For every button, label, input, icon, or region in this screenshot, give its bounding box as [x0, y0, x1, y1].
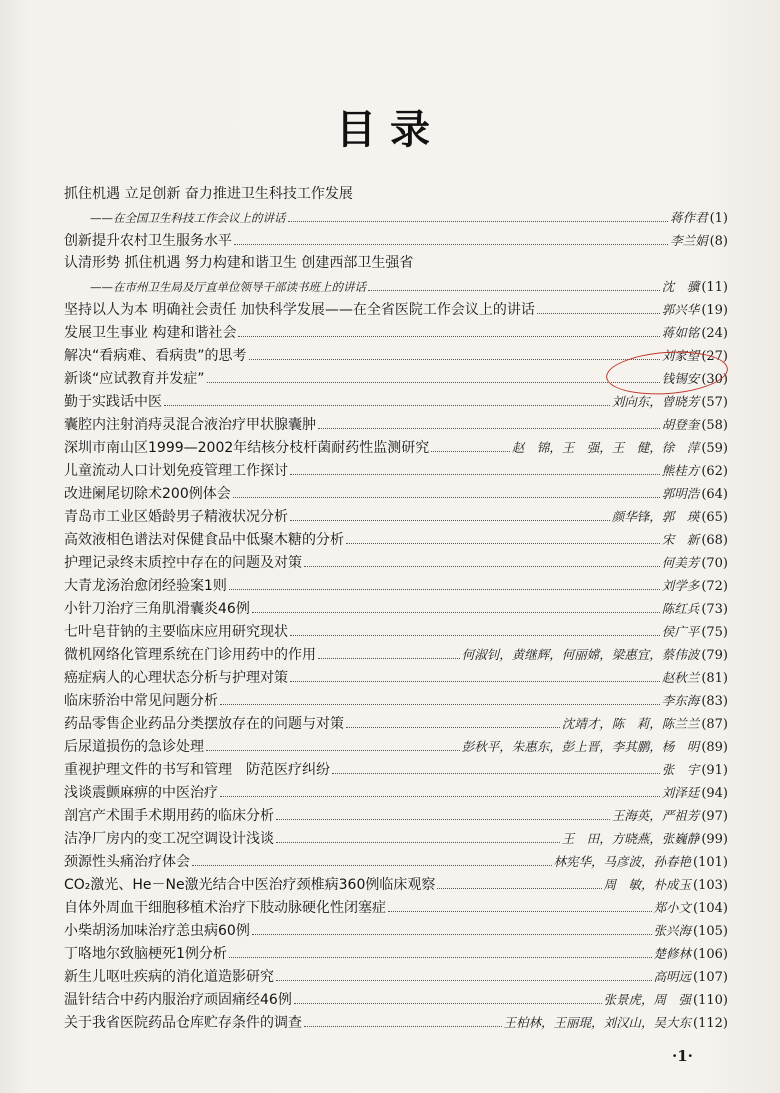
toc-entry-author: 郭兴华 — [661, 302, 700, 317]
toc-entry — [64, 229, 728, 252]
toc-entry-title: 囊腔内注射消痔灵混合液治疗甲状腺囊肿 — [64, 417, 316, 433]
toc-entry — [64, 896, 728, 919]
dot-leader — [276, 980, 652, 981]
table-of-contents — [64, 183, 728, 1034]
toc-entry-title: 小柴胡汤加味治疗恙虫病60例 — [64, 923, 250, 939]
page-title: 目录 — [336, 107, 444, 153]
toc-entry-author: 彭秋平，朱惠东，彭上晋，李其鹏，杨 明 — [461, 739, 700, 754]
toc-entry-page: (27) — [701, 349, 728, 364]
toc-entry-author: 李东海 — [661, 693, 700, 708]
toc-entry-author: 王海英，严祖芳 — [611, 808, 700, 823]
dot-leader — [304, 1026, 502, 1027]
toc-entry — [64, 597, 728, 620]
toc-entry-page: (72) — [701, 579, 728, 594]
dot-leader — [238, 336, 659, 337]
dot-leader — [220, 796, 660, 797]
toc-entry-page: (101) — [693, 855, 728, 870]
toc-entry-author: 颜华锋，郭 瑛 — [611, 509, 700, 524]
toc-entry-page: (58) — [701, 418, 728, 433]
dot-leader — [368, 290, 660, 291]
toc-entry-page: (64) — [701, 487, 728, 502]
toc-entry-author: 胡登奎 — [661, 417, 700, 432]
toc-entry — [64, 1011, 728, 1034]
dot-leader — [229, 957, 652, 958]
toc-entry-title: 坚持以人为本 明确社会责任 加快科学发展——在全省医院工作会议上的讲话 — [64, 302, 535, 318]
toc-entry-page: (103) — [693, 878, 728, 893]
toc-entry-page: (110) — [693, 993, 728, 1008]
dot-leader — [290, 681, 660, 682]
dot-leader — [276, 842, 560, 843]
toc-entry-author: 李兰娟 — [670, 233, 708, 248]
toc-entry-page: (73) — [701, 602, 728, 617]
toc-entry-title: 重视护理文件的书写和管理 防范医疗纠纷 — [64, 762, 330, 778]
toc-entry — [64, 275, 728, 298]
toc-entry-page: (59) — [701, 441, 728, 456]
dot-leader — [288, 221, 669, 222]
toc-entry-title: 小针刀治疗三角肌滑囊炎46例 — [64, 601, 250, 617]
toc-entry-title: 临床骄治中常见问题分析 — [64, 693, 218, 709]
dot-leader — [192, 865, 552, 866]
dot-leader — [229, 589, 660, 590]
toc-entry-title: 抓住机遇 立足创新 奋力推进卫生科技工作发展 — [64, 186, 353, 202]
toc-entry-author: 张景虎，周 强 — [603, 992, 692, 1007]
toc-entry — [64, 620, 728, 643]
toc-entry-title: 发展卫生事业 构建和谐社会 — [64, 325, 237, 341]
toc-entry-author: 何淑钊，黄继辉，何丽嫦，梁惠宜，蔡伟波 — [461, 647, 700, 662]
toc-entry — [64, 528, 728, 551]
toc-entry-title: 温针结合中药内服治疗顽固痛经46例 — [64, 992, 292, 1008]
toc-entry-title: 大青龙汤治愈闭经验案1则 — [64, 578, 227, 594]
toc-entry-page: (106) — [693, 947, 728, 962]
toc-entry-title: 勤于实践话中医 — [64, 394, 162, 410]
toc-entry-title: 儿童流动人口计划免疫管理工作探讨 — [64, 463, 288, 479]
toc-entry-page: (91) — [701, 763, 728, 778]
dot-leader — [318, 428, 660, 429]
toc-entry — [64, 298, 728, 321]
toc-entry-author: 何美芳 — [661, 555, 700, 570]
toc-entry — [64, 183, 728, 206]
toc-entry-title: ——在市州卫生局及厅直单位领导干部读书班上的讲话 — [90, 280, 366, 294]
toc-entry-title: 新谈“应试教育并发症” — [64, 371, 205, 387]
dot-leader — [233, 497, 660, 498]
dot-leader — [252, 612, 660, 613]
toc-entry-author: 王 田，方晓燕，张巍静 — [561, 831, 700, 846]
toc-entry-author: 林宪华，马彦波，孙春艳 — [553, 854, 692, 869]
toc-entry-title: 高效液相色谱法对保健食品中低聚木糖的分析 — [64, 532, 344, 548]
toc-entry-title: 认清形势 抓住机遇 努力构建和谐卫生 创建西部卫生强省 — [64, 255, 414, 271]
toc-entry-page: (24) — [701, 326, 728, 341]
toc-entry-author: 刘学多 — [661, 578, 700, 593]
toc-entry-title: 新生儿呕吐疾病的消化道造影研究 — [64, 969, 274, 985]
dot-leader — [220, 704, 660, 705]
toc-entry-author: 侯广平 — [661, 624, 700, 639]
toc-entry-page: (75) — [701, 625, 728, 640]
toc-entry-author: 蒋作君 — [670, 210, 708, 225]
toc-entry-page: (19) — [701, 303, 728, 318]
toc-entry-page: (89) — [701, 740, 728, 755]
toc-entry-author: 楚修林 — [653, 946, 692, 961]
toc-entry-author: 熊桂方 — [661, 463, 700, 478]
toc-entry-author: 刘向东，曾晓芳 — [611, 394, 700, 409]
dot-leader — [537, 313, 660, 314]
toc-entry-page: (1) — [709, 211, 728, 226]
toc-entry-page: (99) — [701, 832, 728, 847]
toc-entry-page: (105) — [693, 924, 728, 939]
toc-entry — [64, 574, 728, 597]
toc-entry-author: 蒋如铭 — [661, 325, 700, 340]
toc-entry-page: (65) — [701, 510, 728, 525]
toc-entry-title: 青岛市工业区婚龄男子精液状况分析 — [64, 509, 288, 525]
dot-leader — [318, 658, 460, 659]
toc-entry-author: 沈 骥 — [661, 279, 700, 294]
toc-entry — [64, 206, 728, 229]
toc-entry-author: 钱锡安 — [661, 371, 700, 386]
toc-entry — [64, 666, 728, 689]
toc-entry-title: 后尿道损伤的急诊处理 — [64, 739, 204, 755]
toc-entry-author: 赵 锦，王 强，王 健，徐 萍 — [511, 440, 700, 455]
toc-entry-page: (107) — [693, 970, 728, 985]
dot-leader — [206, 750, 460, 751]
toc-entry-page: (70) — [701, 556, 728, 571]
toc-entry-page: (68) — [701, 533, 728, 548]
toc-entry-title: CO₂激光、He－Ne激光结合中医治疗颈椎病360例临床观察 — [64, 877, 436, 893]
dot-leader — [304, 566, 660, 567]
page-number: ·1· — [672, 1047, 693, 1065]
toc-entry-author: 刘泽廷 — [661, 785, 700, 800]
toc-entry-page: (104) — [693, 901, 728, 916]
toc-entry-author: 陈红兵 — [661, 601, 700, 616]
toc-entry-title: 深圳市南山区1999—2002年结核分枝杆菌耐药性监测研究 — [64, 440, 430, 456]
toc-entry — [64, 850, 728, 873]
toc-entry-page: (62) — [701, 464, 728, 479]
toc-entry — [64, 873, 728, 896]
toc-entry — [64, 712, 728, 735]
toc-entry-title: 癌症病人的心理状态分析与护理对策 — [64, 670, 288, 686]
toc-entry-title: 创新提升农村卫生服务水平 — [64, 233, 232, 249]
toc-entry — [64, 436, 728, 459]
toc-entry — [64, 689, 728, 712]
toc-entry-title: 七叶皂苷钠的主要临床应用研究现状 — [64, 624, 288, 640]
toc-entry-title: 护理记录终末质控中存在的问题及对策 — [64, 555, 302, 571]
dot-leader — [290, 520, 610, 521]
dot-leader — [276, 819, 610, 820]
dot-leader — [294, 1003, 602, 1004]
toc-entry-title: 微机网络化管理系统在门诊用药中的作用 — [64, 647, 316, 663]
toc-entry-page: (94) — [701, 786, 728, 801]
toc-entry — [64, 459, 728, 482]
toc-entry-title: 改进阑尾切除术200例体会 — [64, 486, 231, 502]
toc-entry-title: 颈源性头痛治疗体会 — [64, 854, 190, 870]
toc-entry-author: 王柏林，王丽琨，刘汉山，吴大东 — [503, 1015, 692, 1030]
toc-entry — [64, 735, 728, 758]
toc-entry-page: (87) — [701, 717, 728, 732]
dot-leader — [164, 405, 610, 406]
toc-entry-page: (83) — [701, 694, 728, 709]
toc-entry-page: (79) — [701, 648, 728, 663]
dot-leader — [346, 727, 560, 728]
dot-leader — [346, 543, 660, 544]
toc-entry-author: 张兴海 — [653, 923, 692, 938]
toc-entry-title: ——在全国卫生科技工作会议上的讲话 — [90, 211, 286, 225]
toc-entry — [64, 758, 728, 781]
toc-entry — [64, 988, 728, 1011]
toc-entry-title: 解决“看病难、看病贵”的思考 — [64, 348, 247, 364]
toc-entry — [64, 942, 728, 965]
toc-entry-page: (57) — [701, 395, 728, 410]
dot-leader — [431, 451, 510, 452]
toc-entry-title: 关于我省医院药品仓库贮存条件的调查 — [64, 1015, 302, 1031]
toc-entry — [64, 321, 728, 344]
dot-leader — [252, 934, 652, 935]
toc-entry-title: 药品零售企业药品分类摆放存在的问题与对策 — [64, 716, 344, 732]
toc-entry — [64, 505, 728, 528]
dot-leader — [290, 474, 660, 475]
toc-entry-title: 浅谈震颤麻痹的中医治疗 — [64, 785, 218, 801]
toc-entry-title: 丁咯地尔致脑梗死1例分析 — [64, 946, 227, 962]
toc-entry-author: 高明远 — [653, 969, 692, 984]
toc-entry-title: 自体外周血干细胞移植术治疗下肢动脉硬化性闭塞症 — [64, 900, 386, 916]
toc-entry-author: 沈靖才，陈 莉，陈兰兰 — [561, 716, 700, 731]
dot-leader — [249, 359, 660, 360]
dot-leader — [234, 244, 668, 245]
dot-leader — [437, 888, 601, 889]
toc-entry-page: (112) — [693, 1016, 728, 1031]
toc-entry-page: (8) — [709, 234, 728, 249]
toc-entry-author: 张 宇 — [661, 762, 700, 777]
toc-entry-page: (11) — [701, 280, 728, 295]
toc-entry — [64, 643, 728, 666]
toc-entry-author: 郭明浩 — [661, 486, 700, 501]
toc-entry — [64, 804, 728, 827]
dot-leader — [290, 635, 660, 636]
toc-entry-title: 洁净厂房内的变工况空调设计浅谈 — [64, 831, 274, 847]
toc-entry-author: 郑小文 — [653, 900, 692, 915]
toc-entry — [64, 551, 728, 574]
toc-entry — [64, 413, 728, 436]
toc-entry-author: 周 敏，朴成玉 — [603, 877, 692, 892]
toc-entry — [64, 482, 728, 505]
toc-entry-author: 赵秋兰 — [661, 670, 700, 685]
toc-entry-page: (30) — [701, 372, 728, 387]
toc-entry — [64, 781, 728, 804]
toc-entry — [64, 965, 728, 988]
toc-entry-title: 剖宫产术围手术期用药的临床分析 — [64, 808, 274, 824]
toc-entry — [64, 252, 728, 275]
toc-entry-author: 刘家望 — [661, 348, 700, 363]
dot-leader — [332, 773, 660, 774]
toc-entry-page: (81) — [701, 671, 728, 686]
toc-entry-page: (97) — [701, 809, 728, 824]
dot-leader — [388, 911, 652, 912]
toc-entry-author: 宋 新 — [661, 532, 700, 547]
toc-entry — [64, 390, 728, 413]
toc-entry — [64, 827, 728, 850]
toc-entry — [64, 919, 728, 942]
dot-leader — [207, 382, 660, 383]
